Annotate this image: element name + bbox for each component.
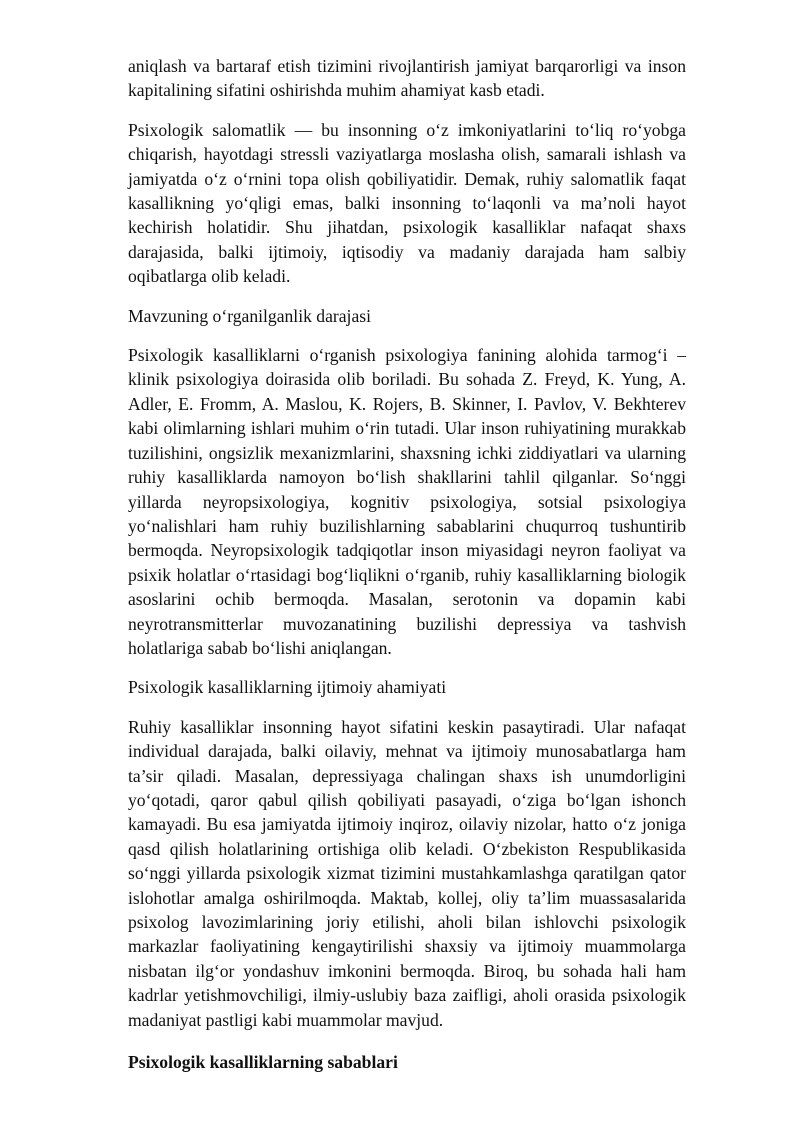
paragraph-psychological-health: Psixologik salomatlik — bu insonning o‘z imkoniyatlarini to‘liq ro‘yobga chiqarish, hayotdagi stressli vaziyatlarga moslasha olish, samarali ishlash va jamiyatda o‘z o‘rnini topa olish qobiliyatidir. Demak, ruhiy salomatlik faqat kasallikning yo‘qligi emas, balki insonning to‘laqonli va ma’noli hayot kechirish holatidir. Shu jihatdan, psixologik kasalliklar nafaqat shaxs darajasida, balki ijtimoiy, iqtisodiy va madaniy darajada ham salbiy oqibatlarga olib keladi. [128, 119, 686, 287]
heading-study-level: Mavzuning o‘rganilganlik darajasi [128, 305, 371, 326]
heading-social-significance: Psixologik kasalliklarning ijtimoiy ahamiyati [128, 677, 447, 698]
document-page [128, 54, 686, 1089]
paragraph-social-significance: Ruhiy kasalliklar insonning hayot sifatini keskin pasaytiradi. Ular nafaqat individual darajada, balki oilaviy, mehnat va ijtimoiy munosabatlarga ham ta’sir qiladi. Masalan, depressiyaga chalingan shaxs ish unumdorligini yo‘qotadi, qaror qabul qilish qobiliyati pasayadi, o‘ziga bo‘lgan ishonch kamayadi. Bu esa jamiyatda ijtimoiy inqiroz, oilaviy nizolar, hatto o‘z joniga qasd qilish holatlarining ortishiga olib keladi. O‘zbekiston Respublikasida so‘nggi yillarda psixologik xizmat tizimini mustahkamlashga qaratilgan qator islohotlar amalga oshirilmoqda. Maktab, kollej, oliy ta’lim muassasalarida psixolog lavozimlarining joriy etilishi, aholi bilan ishlovchi psixologik markazlar faoliyatining kengaytirilishi shaxsiy va ijtimoiy muammolarga nisbatan ilg‘or yondashuv imkonini bermoqda. Biroq, bu sohada hali ham kadrlar yetishmovchiligi, ilmiy-uslubiy baza zaifligi, aholi orasida psixologik madaniyat pastligi kabi muammolar mavjud. [128, 716, 686, 1030]
heading-causes: Psixologik kasalliklarning sabablari [128, 1052, 398, 1073]
paragraph-intro-tail: aniqlash va bartaraf etish tizimini rivojlantirish jamiyat barqarorligi va inson kapitalining sifatini oshirishda muhim ahamiyat kasb etadi. [128, 56, 686, 101]
paragraph-study-level: Psixologik kasalliklarni o‘rganish psixologiya fanining alohida tarmog‘i – klinik psixologiya doirasida olib boriladi. Bu sohada Z. Freyd, K. Yung, A. Adler, E. Fromm, A. Maslou, K. Rojers, B. Skinner, I. Pavlov, V. Bekhterev kabi olimlarning ishlari muhim o‘rin tutadi. Ular inson ruhiyatining murakkab tuzilishini, ongsizlik mexanizmlarini, shaxsning ichki ziddiyatlari va ularning ruhiy kasalliklarda namoyon bo‘lish shakllarini tahlil qilganlar. So‘nggi yillarda neyropsixologiya, kognitiv psixologiya, sotsial psixologiya yo‘nalishlari ham ruhiy buzilishlarning sabablarini chuqurroq tushuntirib bermoqda. Neyropsixologik tadqiqotlar inson miyasidagi neyron faoliyat va psixik holatlar o‘rtasidagi bog‘liqlikni o‘rganib, ruhiy kasalliklarning biologik asoslarini ochib bermoqda. Masalan, serotonin va dopamin kabi neyrotransmitterlar muvozanatining buzilishi depressiya va tashvish holatlariga sabab bo‘lishi aniqlangan. [128, 345, 686, 658]
